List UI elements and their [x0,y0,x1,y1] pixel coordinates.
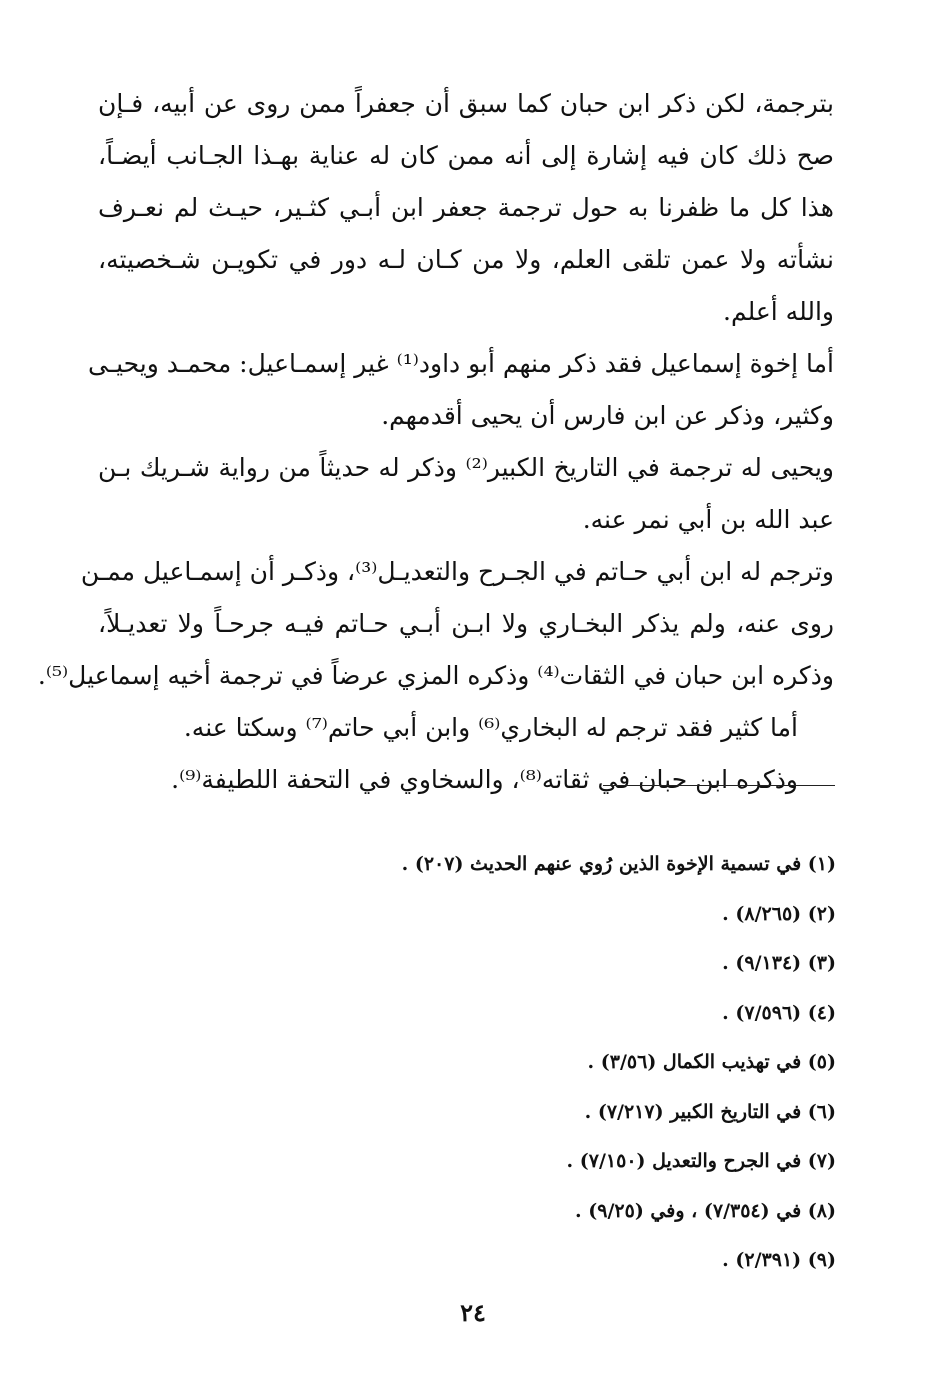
text-line: بترجمة، لكن ذكر ابن حبان كما سبق أن جعفراً ممن روى عن أبيه، فـإن [98,89,834,118]
footnote: (٨) في (٧/٣٥٤) ، وفي (٩/٢٥) . [575,1199,836,1222]
text-line: صح ذلك كان فيه إشارة إلى أنه ممن كان له عناية بهـذا الجـانب أيضـاً، [98,141,834,170]
text-line: أما كثير فقد ترجم له البخاري⁽⁶⁾ وابن أبي حاتم⁽⁷⁾ وسكتا عنه. [183,713,798,742]
footnote: (٥) في تهذيب الكمال (٣/٥٦) . [587,1051,836,1073]
footnote: (٣) (٩/١٣٤) . [722,952,836,974]
text-line: هذا كل ما ظفرنا به حول ترجمة جعفر ابن أبـي كثـير، حيـث لم نعـرف [98,193,834,222]
text-line: أما إخوة إسماعيل فقد ذكر منهم أبو داود⁽¹⁾ غير إسمـاعيل: محمـد ويحيـى [87,349,834,378]
text-line: ويحيى له ترجمة في التاريخ الكبير⁽²⁾ وذكر له حديثاً من رواية شـريك بـن [98,453,834,482]
footnote: (٦) في التاريخ الكبير (٧/٢١٧) . [584,1100,836,1123]
text-line: وترجم له ابن أبي حـاتم في الجـرح والتعديـل⁽³⁾، وذكـر أن إسمـاعيل ممـن [80,557,834,586]
text-line: روى عنه، ولم يذكر البخـاري ولا ابـن أبـي حـاتم فيـه جرحـاً ولا تعديـلاً، [98,609,834,638]
text-line: وذكره ابن حبان في الثقات⁽⁴⁾ وذكره المزي عرضاً في ترجمة أخيه إسماعيل⁽⁵⁾. [37,661,834,690]
text-line: وكثير، وذكر عن ابن فارس أن يحيى أقدمهم. [381,401,834,430]
footnote-separator [603,785,835,786]
text-line: عبد الله بن أبي نمر عنه. [582,505,834,534]
footnote: (٩) (٢/٣٩١) . [722,1249,836,1271]
footnote: (٧) في الجرح والتعديل (٧/١٥٠) . [566,1150,836,1172]
page-number: ٢٤ [460,1298,486,1327]
main-text [37,78,834,806]
text-line: نشأته ولا عمن تلقى العلم، ولا من كـان لـه دور في تكويـن شـخصيته، [98,245,834,274]
footnote: (٤) (٧/٥٩٦) . [722,1001,836,1024]
footnotes [300,840,836,1286]
text-line: وذكره ابن حبان في ثقاته⁽⁸⁾، والسخاوي في التحفة اللطيفة⁽⁹⁾. [171,765,798,794]
footnote: (١) في تسمية الإخوة الذين رُوي عنهم الحديث (٢٠٧) . [401,853,836,875]
text-line: والله أعلم. [723,297,834,326]
footnote: (٢) (٨/٢٦٥) . [722,902,836,925]
